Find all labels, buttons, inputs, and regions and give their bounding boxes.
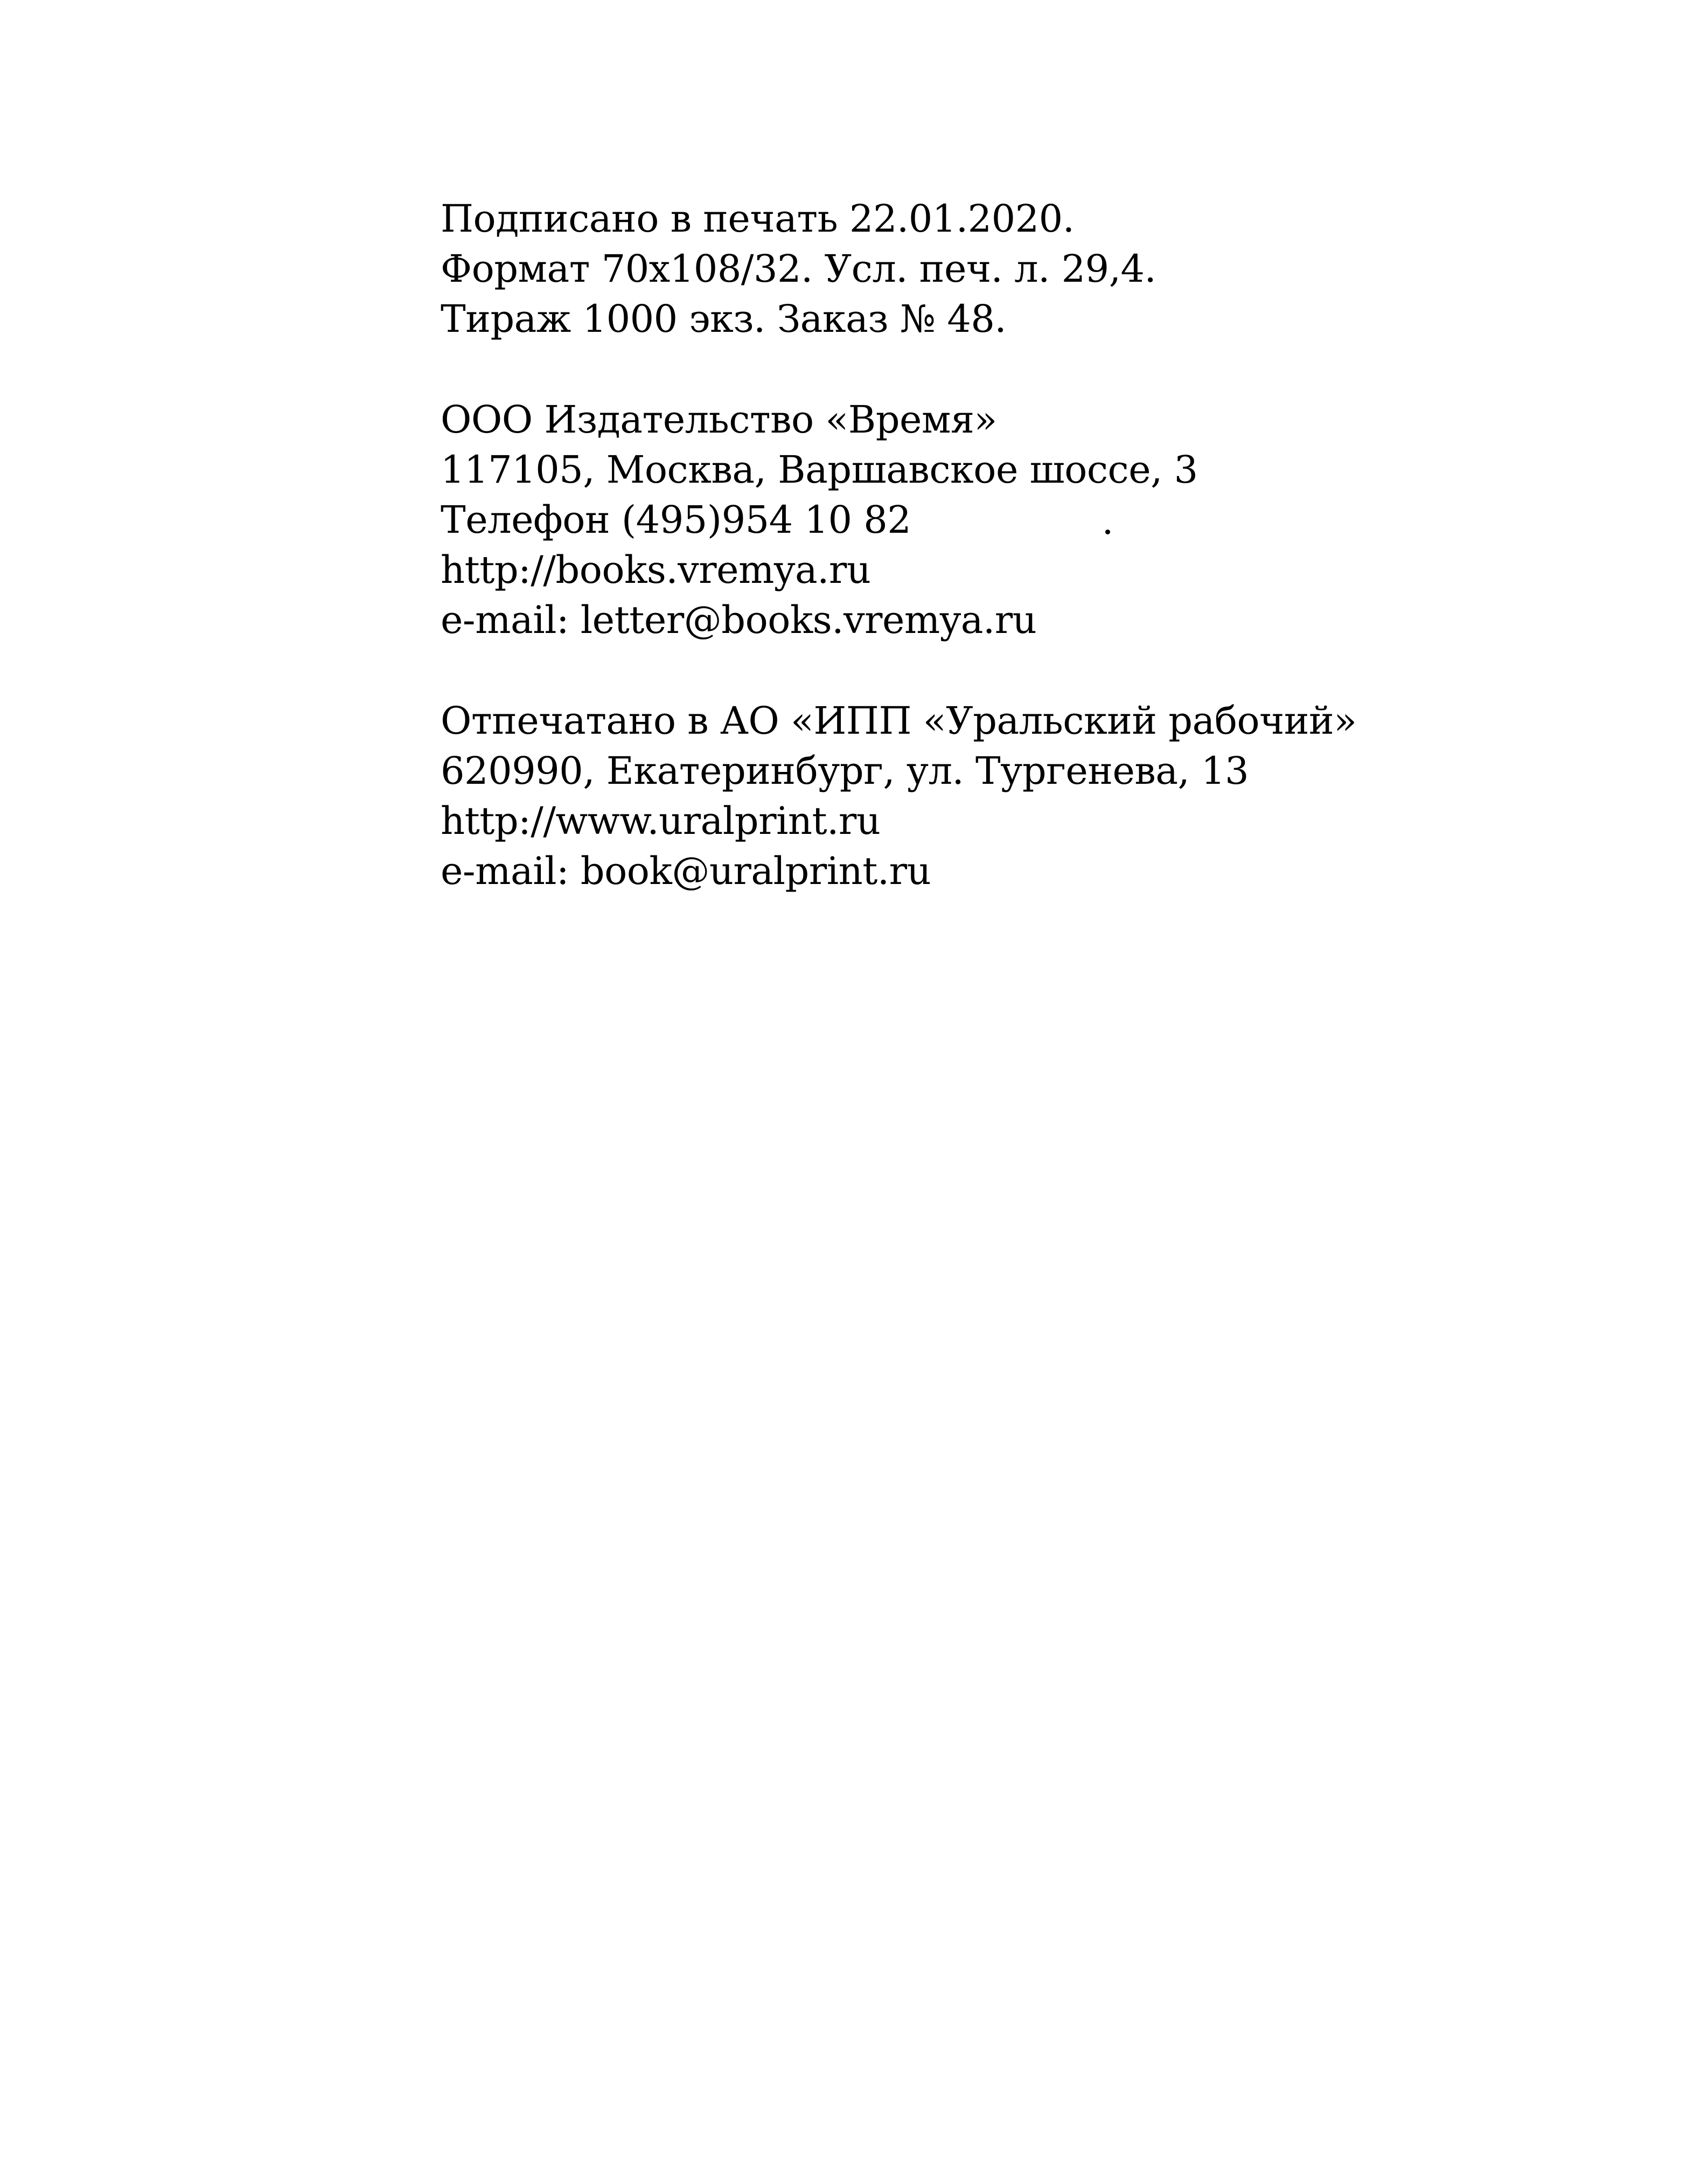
printer-block — [441, 696, 1518, 896]
circulation-line: Тираж 1000 экз. Заказ № 48. — [441, 297, 1007, 341]
printer-website: http://www.uralprint.ru — [441, 799, 881, 843]
publisher-email: e-mail: letter@books.vremya.ru — [441, 598, 1037, 642]
publisher-address: 117105, Москва, Варшавское шоссе, 3 — [441, 448, 1198, 492]
signed-to-print-line: Подписано в печать 22.01.2020. — [441, 197, 1075, 241]
publisher-website: http://books.vremya.ru — [441, 548, 871, 592]
scan-speck — [1105, 530, 1110, 534]
printer-address: 620990, Екатеринбург, ул. Тургенева, 13 — [441, 749, 1249, 793]
publisher-block — [441, 395, 1518, 645]
publisher-phone: Телефон (495)954 10 82 — [441, 498, 911, 542]
printer-name: Отпечатано в АО «ИПП «Уральский рабочий» — [441, 699, 1357, 743]
print-info-block — [441, 194, 1518, 344]
printer-email: e-mail: book@uralprint.ru — [441, 849, 931, 893]
format-line: Формат 70x108/32. Усл. печ. л. 29,4. — [441, 247, 1156, 291]
publisher-name: ООО Издательство «Время» — [441, 398, 997, 442]
imprint-colophon — [441, 194, 1518, 896]
